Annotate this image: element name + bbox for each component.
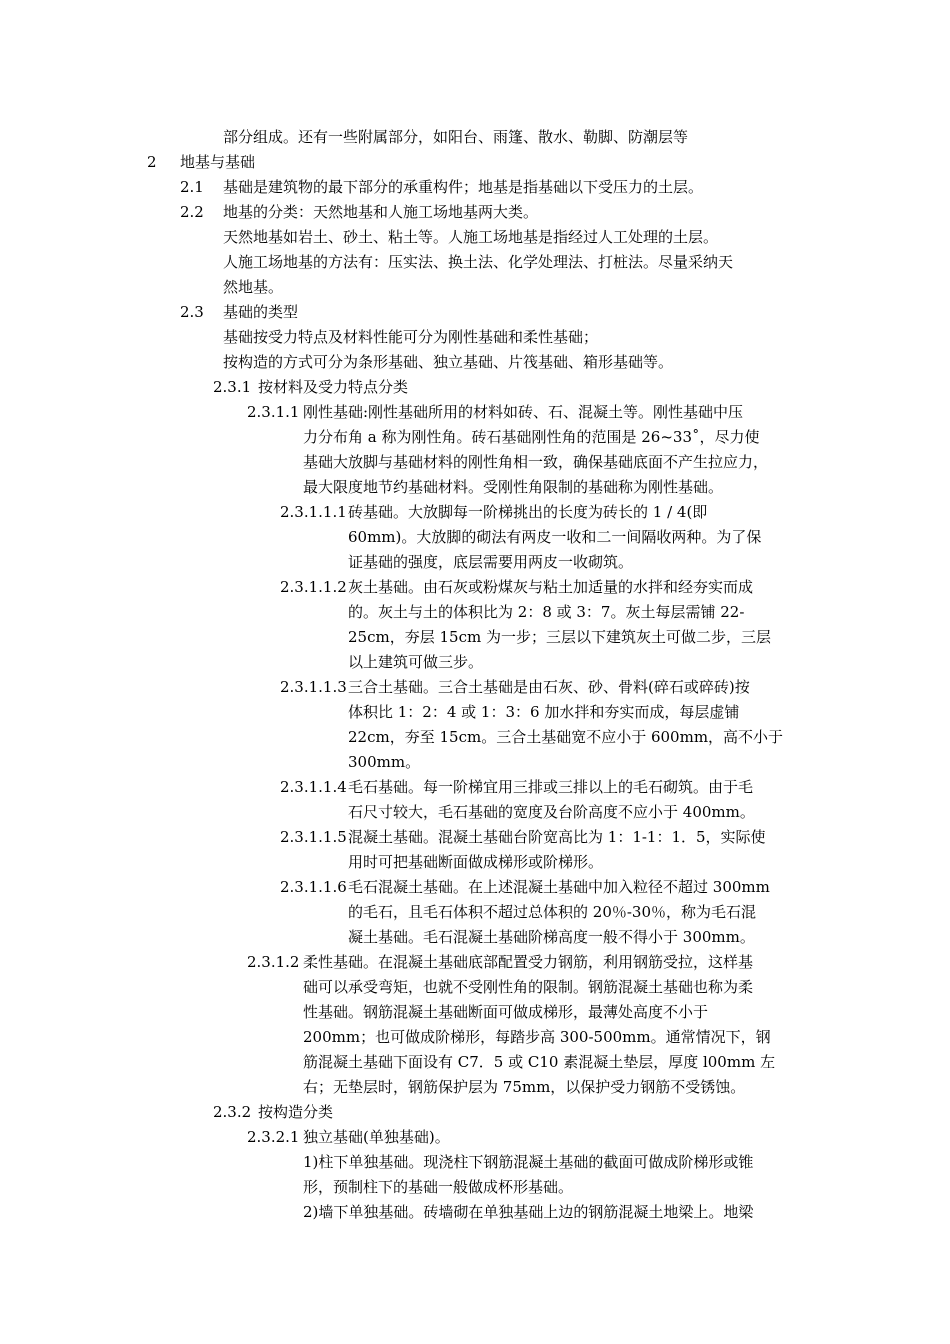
text-line (0, 850, 950, 875)
text-line (0, 925, 950, 950)
text-line (0, 700, 950, 725)
line-text: 形，预制柱下的基础一般做成杯形基础。 (303, 1178, 574, 1196)
text-line (0, 550, 950, 575)
text-line (0, 250, 950, 275)
line-text: 地基与基础 (180, 153, 256, 171)
line-text: 混凝土基础。混凝土基础台阶宽高比为 1：1-1：1．5，实际使 (348, 828, 766, 846)
line-text: 力分布角 a 称为刚性角。砖石基础刚性角的范围是 26~33˚，尽力使 (303, 428, 760, 446)
text-line (0, 725, 950, 750)
section-number: 2.3.1.2 (247, 953, 300, 971)
text-line (0, 200, 950, 225)
line-text: 按构造的方式可分为条形基础、独立基础、片筏基础、箱形基础等。 (223, 353, 674, 371)
text-line (0, 1050, 950, 1075)
line-text: 石尺寸较大，毛石基础的宽度及台阶高度不应小于 400mm。 (348, 803, 755, 821)
section-number: 2.1 (180, 178, 204, 196)
text-line (0, 650, 950, 675)
line-text: 天然地基如岩土、砂土、粘土等。人施工场地基是指经过人工处理的土层。 (223, 228, 719, 246)
text-line (0, 675, 950, 700)
section-heading (0, 150, 950, 175)
line-text: 部分组成。还有一些附属部分，如阳台、雨篷、散水、勒脚、防潮层等 (223, 128, 689, 146)
line-text: 筋混凝土基础下面设有 C7．5 或 C10 素混凝土垫层，厚度 l00mm 左 (303, 1053, 776, 1071)
text-line (0, 750, 950, 775)
text-line (0, 1025, 950, 1050)
text-line (0, 450, 950, 475)
section-number: 2.3 (180, 303, 204, 321)
text-line (0, 1000, 950, 1025)
text-line (0, 825, 950, 850)
text-line (0, 1125, 950, 1150)
text-line (0, 225, 950, 250)
section-number: 2.3.1.1.6 (280, 878, 347, 896)
section-heading (0, 300, 950, 325)
section-number: 2 (147, 153, 157, 171)
line-text: 1)柱下单独基础。现浇柱下钢筋混凝土基础的截面可做成阶梯形或锥 (303, 1153, 754, 1171)
text-line (0, 1075, 950, 1100)
line-text: 300mm。 (348, 753, 421, 771)
section-number: 2.3.1.1.2 (280, 578, 347, 596)
section-heading (0, 375, 950, 400)
section-number: 2.3.1.1.3 (280, 678, 347, 696)
line-text: 最大限度地节约基础材料。受刚性角限制的基础称为刚性基础。 (303, 478, 724, 496)
text-line (0, 175, 950, 200)
text-line (0, 400, 950, 425)
line-text: 右；无垫层时，钢筋保护层为 75mm，以保护受力钢筋不受锈蚀。 (303, 1078, 746, 1096)
text-line (0, 975, 950, 1000)
text-line (0, 1175, 950, 1200)
line-text: 柔性基础。在混凝土基础底部配置受力钢筋，利用钢筋受拉，这样基 (303, 953, 754, 971)
section-number: 2.3.2.1 (247, 1128, 300, 1146)
section-number: 2.3.1 (213, 378, 252, 396)
line-text: 的。灰土与土的体积比为 2：8 或 3：7。灰土每层需铺 22- (348, 603, 745, 621)
line-text: 按构造分类 (258, 1103, 334, 1121)
line-text: 砖基础。大放脚每一阶梯挑出的长度为砖长的 1 / 4(即 (348, 503, 708, 521)
text-line (0, 525, 950, 550)
section-number: 2.3.1.1 (247, 403, 300, 421)
line-text: 基础的类型 (223, 303, 299, 321)
text-line (0, 800, 950, 825)
section-number: 2.3.2 (213, 1103, 252, 1121)
text-line (0, 425, 950, 450)
text-line (0, 1200, 950, 1225)
line-text: 体积比 1：2：4 或 1：3：6 加水拌和夯实而成，每层虚铺 (348, 703, 740, 721)
line-text: 毛石基础。每一阶梯宜用三排或三排以上的毛石砌筑。由于毛 (348, 778, 754, 796)
text-line (0, 350, 950, 375)
line-text: 刚性基础:刚性基础所用的材料如砖、石、混凝土等。刚性基础中压 (303, 403, 744, 421)
line-text: 灰土基础。由石灰或粉煤灰与粘土加适量的水拌和经夯实而成 (348, 578, 754, 596)
line-text: 凝土基础。毛石混凝土基础阶梯高度一般不得小于 300mm。 (348, 928, 755, 946)
text-line (0, 575, 950, 600)
text-line (0, 275, 950, 300)
section-number: 2.3.1.1.5 (280, 828, 347, 846)
line-text: 毛石混凝土基础。在上述混凝土基础中加入粒径不超过 300mm (348, 878, 770, 896)
section-number: 2.3.1.1.1 (280, 503, 347, 521)
text-line (0, 475, 950, 500)
line-text: 地基的分类：天然地基和人施工场地基两大类。 (223, 203, 539, 221)
line-text: 25cm，夯层 15cm 为一步；三层以下建筑灰土可做二步，三层 (348, 628, 771, 646)
line-text: 按材料及受力特点分类 (258, 378, 409, 396)
text-line (0, 875, 950, 900)
line-text: 础可以承受弯矩，也就不受刚性角的限制。钢筋混凝土基础也称为柔 (303, 978, 754, 996)
line-text: 基础按受力特点及材料性能可分为刚性基础和柔性基础； (223, 328, 599, 346)
line-text: 的毛石，且毛石体积不超过总体积的 20％-30％，称为毛石混 (348, 903, 757, 921)
text-line (0, 900, 950, 925)
line-text: 基础是建筑物的最下部分的承重构件；地基是指基础以下受压力的土层。 (223, 178, 704, 196)
text-line (0, 500, 950, 525)
text-line (0, 325, 950, 350)
line-text: 独立基础(单独基础)。 (303, 1128, 450, 1146)
line-text: 22cm，夯至 15cm。三合土基础宽不应小于 600mm，高不小于 (348, 728, 784, 746)
line-text: 2)墙下单独基础。砖墙砌在单独基础上边的钢筋混凝土地梁上。地梁 (303, 1203, 754, 1221)
line-text: 以上建筑可做三步。 (348, 653, 484, 671)
line-text: 性基础。钢筋混凝土基础断面可做成梯形，最薄处高度不小于 (303, 1003, 709, 1021)
line-text: 然地基。 (223, 278, 284, 296)
text-line (0, 775, 950, 800)
line-text: 人施工场地基的方法有：压实法、换土法、化学处理法、打桩法。尽量采纳天 (223, 253, 734, 271)
text-line (0, 1150, 950, 1175)
section-number: 2.2 (180, 203, 204, 221)
line-text: 三合土基础。三合土基础是由石灰、砂、骨料(碎石或碎砖)按 (348, 678, 750, 696)
section-number: 2.3.1.1.4 (280, 778, 347, 796)
line-text: 60mm)。大放脚的砌法有两皮一收和二一间隔收两种。为了保 (348, 528, 762, 546)
line-text: 用时可把基础断面做成梯形或阶梯形。 (348, 853, 604, 871)
line-text: 证基础的强度，底层需要用两皮一收砌筑。 (348, 553, 634, 571)
text-line (0, 125, 950, 150)
text-line (0, 950, 950, 975)
section-heading (0, 1100, 950, 1125)
text-line (0, 625, 950, 650)
text-line (0, 600, 950, 625)
line-text: 200mm；也可做成阶梯形，每踏步高 300-500mm。通常情况下，钢 (303, 1028, 771, 1046)
line-text: 基础大放脚与基础材料的刚性角相一致，确保基础底面不产生拉应力， (303, 453, 769, 471)
